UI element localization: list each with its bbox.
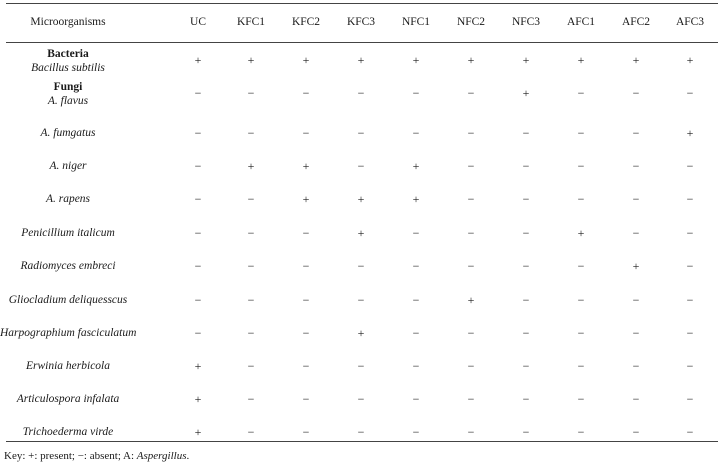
table-cell: − (686, 159, 694, 173)
column-header: NFC1 (401, 16, 431, 28)
table-top-rule (6, 3, 718, 4)
table-cell: − (522, 159, 530, 173)
table-cell: − (302, 293, 310, 307)
table-cell: − (522, 126, 530, 140)
table-cell: − (247, 226, 255, 240)
table-cell: − (302, 86, 310, 100)
table-cell: − (686, 86, 694, 100)
table-cell: − (357, 392, 365, 406)
table-cell: − (686, 293, 694, 307)
table-cell: − (467, 326, 475, 340)
table-cell: − (412, 359, 420, 373)
organism-name: Penicillium italicum (21, 227, 115, 239)
table-cell: + (577, 53, 585, 67)
table-cell: + (194, 53, 202, 67)
key-prefix: Key: +: present; −: absent; A: (4, 450, 137, 462)
table-cell: − (686, 359, 694, 373)
table-cell: − (247, 192, 255, 206)
table-cell: − (357, 86, 365, 100)
table-cell: − (357, 359, 365, 373)
table-cell: − (412, 392, 420, 406)
table-cell: − (577, 392, 585, 406)
column-header: NFC2 (456, 16, 486, 28)
table-cell: − (577, 159, 585, 173)
table-cell: − (302, 126, 310, 140)
table-cell: + (632, 259, 640, 273)
table-cell: − (412, 86, 420, 100)
table-cell: − (247, 392, 255, 406)
table-cell: − (302, 392, 310, 406)
table-cell: + (522, 86, 530, 100)
organism-name: Trichoederma virde (22, 426, 114, 438)
table-cell: − (686, 192, 694, 206)
table-cell: + (632, 53, 640, 67)
table-cell: − (194, 126, 202, 140)
organism-name: Erwinia herbicola (25, 360, 110, 372)
table-cell: − (467, 86, 475, 100)
table-cell: − (686, 392, 694, 406)
table-cell: − (357, 159, 365, 173)
table-cell: − (686, 259, 694, 273)
table-cell: + (412, 53, 420, 67)
organism-name: Radiomyces embreci (20, 260, 116, 272)
table-cell: − (522, 326, 530, 340)
table-cell: − (467, 159, 475, 173)
column-header: AFC1 (566, 16, 596, 28)
column-header: KFC3 (346, 16, 376, 28)
table-cell: − (247, 293, 255, 307)
table-cell: − (522, 425, 530, 439)
key-suffix: . (186, 450, 190, 462)
table-cell: − (632, 86, 640, 100)
table-cell: − (194, 192, 202, 206)
table-cell: − (302, 359, 310, 373)
table-cell: − (357, 293, 365, 307)
table-cell: + (194, 359, 202, 373)
table-cell: − (412, 226, 420, 240)
table-cell: − (302, 326, 310, 340)
organism-name: Gliocladium deliquesscus (8, 294, 128, 306)
column-header: AFC3 (675, 16, 705, 28)
table-cell: − (577, 259, 585, 273)
table-cell: − (247, 326, 255, 340)
organism-name: A. flavus (47, 95, 89, 107)
table-cell: + (302, 159, 310, 173)
organism-name: Harpographium fasciculatum (0, 327, 137, 339)
table-cell: − (194, 226, 202, 240)
table-cell: − (357, 425, 365, 439)
table-cell: − (522, 226, 530, 240)
table-cell: − (302, 259, 310, 273)
table-cell: − (577, 86, 585, 100)
organism-name: A. fumgatus (40, 127, 96, 139)
table-cell: + (357, 192, 365, 206)
table-cell: − (194, 326, 202, 340)
table-cell: − (632, 126, 640, 140)
table-cell: − (467, 392, 475, 406)
table-cell: − (357, 259, 365, 273)
table-cell: − (632, 293, 640, 307)
table-cell: − (412, 293, 420, 307)
table-cell: − (522, 359, 530, 373)
organism-name: A. rapens (45, 193, 91, 205)
table-cell: − (194, 86, 202, 100)
table-cell: − (577, 425, 585, 439)
table-cell: − (412, 326, 420, 340)
table-cell: + (247, 53, 255, 67)
table-cell: − (577, 192, 585, 206)
table-cell: − (632, 359, 640, 373)
table-cell: + (577, 226, 585, 240)
organism-name: Articulospora infalata (16, 393, 120, 405)
table-cell: − (467, 126, 475, 140)
table-cell: − (302, 425, 310, 439)
key-genus: Aspergillus (136, 450, 187, 462)
table-cell: − (247, 259, 255, 273)
table-cell: − (194, 293, 202, 307)
table-cell: − (577, 293, 585, 307)
table-bottom-rule (6, 441, 718, 442)
table-cell: + (357, 326, 365, 340)
table-cell: − (412, 259, 420, 273)
table-key-note (4, 450, 189, 462)
table-cell: − (302, 226, 310, 240)
table-cell: − (522, 259, 530, 273)
column-header: Microorganisms (30, 16, 106, 28)
table-cell: − (686, 425, 694, 439)
table-cell: + (194, 425, 202, 439)
table-cell: − (522, 392, 530, 406)
table-cell: − (467, 192, 475, 206)
table-cell: − (467, 359, 475, 373)
row-group-label: Bacteria (47, 48, 89, 60)
table-cell: − (467, 226, 475, 240)
row-group-label: Fungi (53, 81, 83, 93)
table-cell: + (686, 53, 694, 67)
table-cell: − (467, 425, 475, 439)
table-cell: + (247, 159, 255, 173)
table-cell: + (522, 53, 530, 67)
table-cell: − (247, 359, 255, 373)
table-cell: + (412, 192, 420, 206)
table-cell: − (686, 226, 694, 240)
table-cell: + (412, 159, 420, 173)
column-header: KFC2 (291, 16, 321, 28)
table-header-rule (6, 42, 718, 43)
organism-name: Bacillus subtilis (31, 62, 105, 74)
column-header: NFC3 (511, 16, 541, 28)
table-cell: + (302, 53, 310, 67)
table-cell: + (194, 392, 202, 406)
table-cell: − (686, 326, 694, 340)
table-cell: + (302, 192, 310, 206)
table-cell: − (522, 293, 530, 307)
table-cell: + (357, 53, 365, 67)
table-cell: − (577, 326, 585, 340)
table-cell: − (412, 126, 420, 140)
table-cell: − (522, 192, 530, 206)
table-cell: − (412, 425, 420, 439)
table-cell: − (632, 226, 640, 240)
table-cell: − (194, 259, 202, 273)
column-header: AFC2 (621, 16, 651, 28)
table-cell: − (632, 425, 640, 439)
table-cell: − (577, 359, 585, 373)
table-cell: − (632, 326, 640, 340)
table-cell: + (357, 226, 365, 240)
table-cell: + (467, 293, 475, 307)
column-header: UC (190, 16, 206, 28)
table-cell: − (632, 159, 640, 173)
column-header: KFC1 (236, 16, 266, 28)
table-cell: − (632, 392, 640, 406)
table-cell: − (247, 126, 255, 140)
table-cell: − (632, 192, 640, 206)
table-cell: + (686, 126, 694, 140)
table-cell: − (247, 425, 255, 439)
table-cell: − (194, 159, 202, 173)
table-cell: − (357, 126, 365, 140)
table-cell: − (247, 86, 255, 100)
table-cell: − (577, 126, 585, 140)
table-cell: + (467, 53, 475, 67)
table-cell: − (467, 259, 475, 273)
organism-name: A. niger (49, 160, 87, 172)
